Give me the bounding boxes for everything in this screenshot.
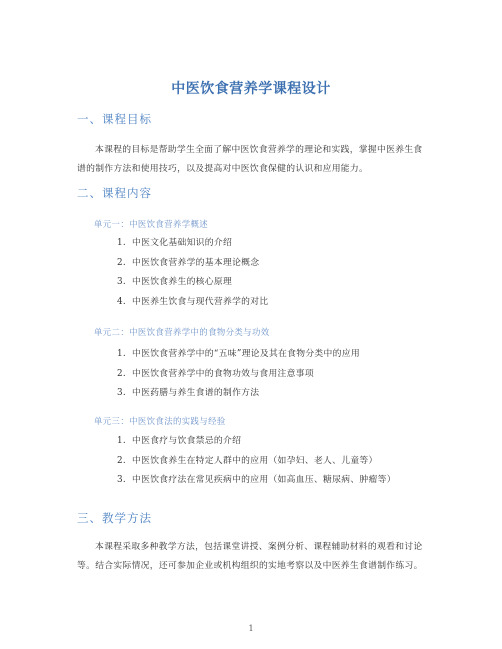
list-item: 1. 中医文化基础知识的介绍 [117, 238, 233, 248]
list-item: 4. 中医养生饮食与现代营养学的对比 [117, 296, 269, 307]
list-item: 2. 中医饮食营养学的基本理论概念 [117, 257, 260, 268]
list-item: 1. 中医食疗与饮食禁忌的介绍 [117, 436, 242, 446]
list-item: 2. 中医饮食养生在特定人群中的应用（如孕妇、老人、儿童等） [117, 455, 378, 466]
unit-title-3: 单元三：中医饮食法的实践与经验 [94, 416, 226, 426]
page-number: 1 [248, 624, 254, 633]
section-heading-methods: 三、教学方法 [77, 511, 152, 525]
goals-paragraph: 本课程的目标是帮助学生全面了解中医饮食营养学的理论和实践，掌握中医养生食谱的制作方法和使用技巧，以及提高对中医饮食保健的认识和应用能力。 [77, 145, 423, 174]
unit-title-1: 单元一：中医饮食营养学概述 [94, 219, 209, 229]
list-item: 1. 中医饮食营养学中的“五味”理论及其在食物分类中的应用 [117, 349, 360, 359]
section-heading-goals: 一、课程目标 [77, 112, 152, 126]
section-heading-content: 二、课程内容 [77, 186, 152, 200]
unit-title-2: 单元二：中医饮食营养学中的食物分类与功效 [94, 327, 270, 337]
list-item: 3. 中医饮食疗法在常见疾病中的应用（如高血压、糖尿病、肿瘤等） [117, 475, 396, 485]
list-item: 2. 中医饮食营养学中的食物功效与食用注意事项 [117, 368, 314, 379]
unit-3-list [117, 432, 396, 491]
methods-paragraph: 本课程采取多种教学方法，包括课堂讲授、案例分析、课程辅助材料的观看和讨论等。结合实际情况，还可参加企业或机构组织的实地考察以及中医养生食谱制作练习。 [77, 542, 423, 571]
list-item: 3. 中医饮食养生的核心原理 [117, 277, 233, 287]
list-item: 3. 中医药膳与养生食谱的制作方法 [117, 388, 260, 398]
document-title: 中医饮食营养学课程设计 [171, 81, 331, 97]
unit-1-list [117, 234, 268, 312]
unit-2-list [117, 345, 360, 404]
